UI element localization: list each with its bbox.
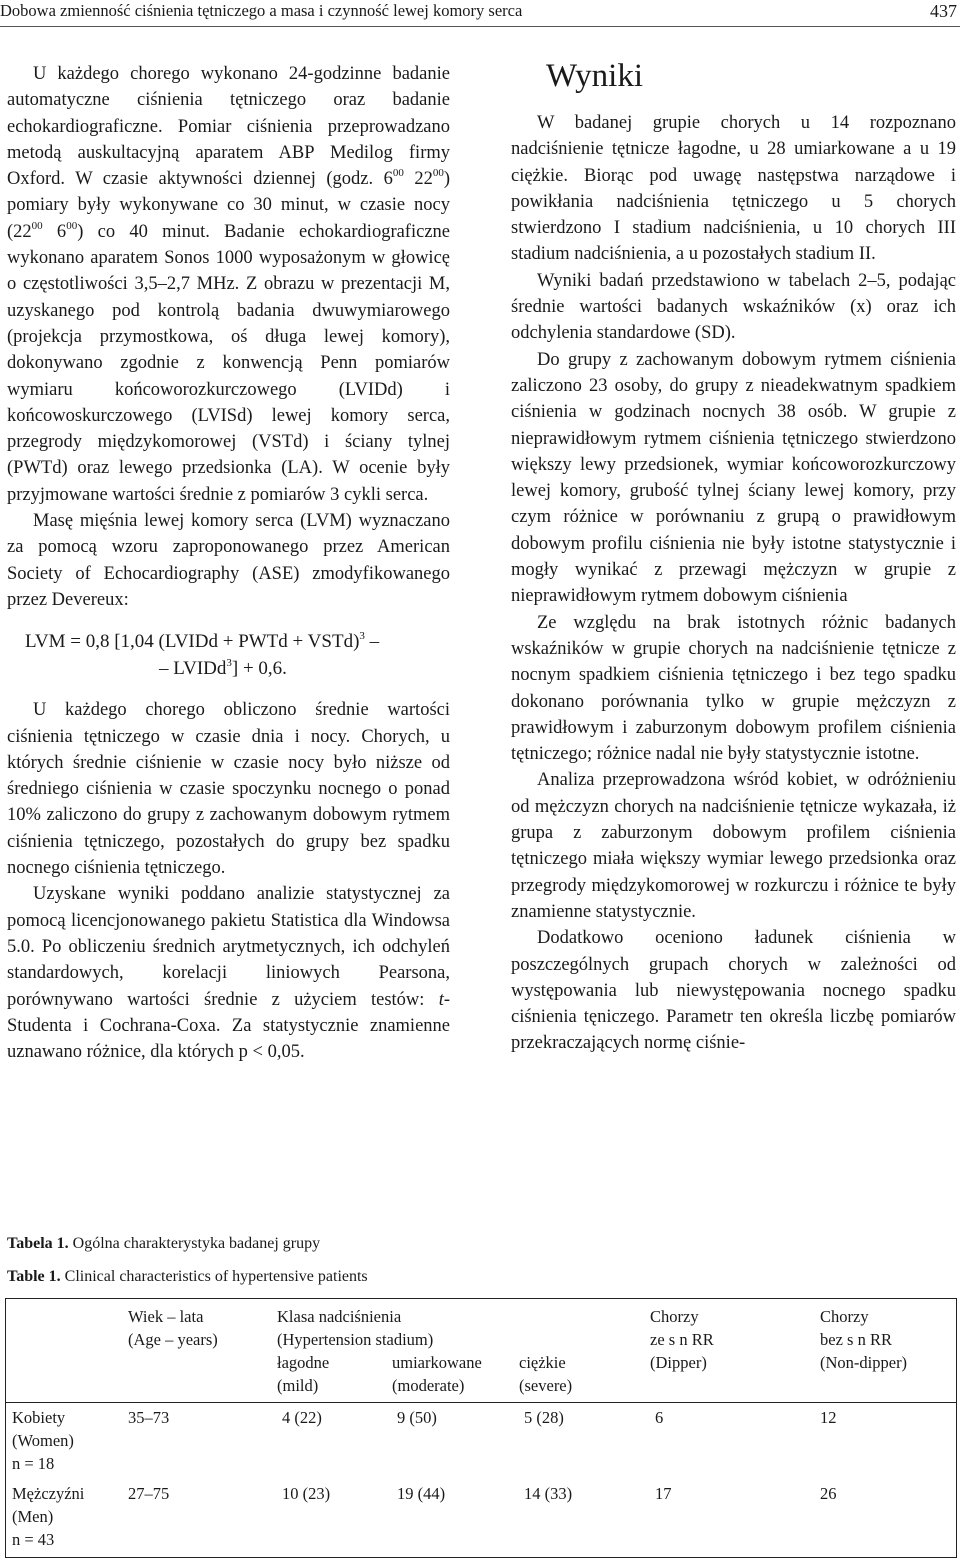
methods-paragraph-3: U każdego chorego obliczono średnie wartości ciśnienia tętniczego w czasie dnia i nocy. Chorych, u których średnie ciśnienie w czasie nocy było niższe od średniego ciśnienia w czasie spoczynku nocnego o ponad 10% zaliczono do grupy z zachowanym dobowym rytmem ciśnienia tętniczego, pozostałych do grupy bez spadku nocnego ciśnienia tętniczego. bbox=[7, 700, 450, 879]
header-hypertension-class: Klasa nadciśnienia (Hypertension stadium) bbox=[277, 1307, 434, 1349]
header-dipper: Chorzy ze s n RR (Dipper) bbox=[650, 1307, 714, 1372]
cell-women-non-dipper: 12 bbox=[820, 1408, 837, 1427]
cell-women-age: 35–73 bbox=[128, 1408, 170, 1427]
left-column bbox=[7, 61, 450, 1065]
table-caption-english: Table 1. Clinical characteristics of hypertensive patients bbox=[7, 1268, 368, 1285]
methods-paragraph-1: U każdego chorego wykonano 24-godzinne badanie automatyczne ciśnienia tętniczego oraz badanie echokardiograficzne. Pomiar ciśnienia przeprowadzano metodą auskultacyjną aparatem ABP Medilog firmy Oxford. W czasie aktywności dziennej (godz. $6^{00}$ $22^{00}$) pomiary były wykonywane co 30 minut, w czasie nocy ($22^{00}$ $6^{00}$) co 40 minut. Badanie echokardiograficzne wykonano aparatem Sonos 1000 wyposażonym w głowicę o częstotliwości 3,5–2,7 MHz. Z obrazu w prezentacji M, uzyskanego pod kontrolą badania dwuwymiarowego (projekcja przymostkowa, oś długa lewej komory), dokonywano zgodnie z konwencją Penn pomiarów wymiaru końcoworozkurczowego (LVIDd) i końcowoskurczowego (LVISd) lewej komory serca, przegrody międzykomorowej (VSTd) i ściany tylnej (PWTd) oraz lewego przedsionka (LA). W ocenie były przyjmowane wartości średnie z pomiarów 3 cykli serca. bbox=[7, 64, 450, 505]
cell-men-mild: 10 (23) bbox=[282, 1484, 331, 1503]
header-age: Wiek – lata (Age – years) bbox=[128, 1307, 218, 1349]
running-header bbox=[0, 0, 960, 27]
cell-men-age: 27–75 bbox=[128, 1484, 170, 1503]
header-non-dipper: Chorzy bez s n RR (Non-dipper) bbox=[820, 1307, 908, 1372]
cell-men-severe: 14 (33) bbox=[524, 1484, 573, 1503]
header-moderate: umiarkowane (moderate) bbox=[392, 1353, 482, 1395]
cell-men-dipper: 17 bbox=[655, 1484, 672, 1503]
lvm-formula: LVM = 0,8 [1,04 (LVIDd + PWTd + VSTd)$^3$ – – LVIDd$^3$] + 0,6. bbox=[25, 629, 380, 680]
table-caption-polish: Tabela 1. Ogólna charakterystyka badanej grupy bbox=[7, 1235, 321, 1252]
row-label-women: Kobiety (Women) n = 18 bbox=[12, 1408, 74, 1473]
row-label-men: Mężczyźni (Men) n = 43 bbox=[12, 1484, 85, 1549]
cell-women-mild: 4 (22) bbox=[282, 1408, 322, 1427]
results-paragraph-2: Wyniki badań przedstawiono w tabelach 2–5, podając średnie wartości badanych wskaźników (x) oraz ich odchylenia standardowe (SD). bbox=[511, 270, 956, 344]
results-paragraph-5: Analiza przeprowadzona wśród kobiet, w odróżnieniu od mężczyzn chorych na nadciśnienie tętnicze wykazała, iż grupa z zaburzonym dobowym profilem ciśnienia tętniczego miała większy wymiar lewego przedsionka oraz przegrody międzykomorowej w rozkurczu i różnice te były znamienne statystycznie. bbox=[511, 770, 956, 922]
results-paragraph-1: W badanej grupie chorych u 14 rozpoznano nadciśnienie tętnicze łagodne, u 28 umiarkowane a u 19 ciężkie. Biorąc pod uwagę następstwa narządowe i powikłania nadciśnienia tętniczego u 5 chorych stwierdzono I stadium nadciśnienia, u 10 chorych III stadium nadciśnienia, a u pozostałych stadium II. bbox=[511, 113, 956, 265]
results-paragraph-6: Dodatkowo oceniono ładunek ciśnienia w poszczególnych grupach chorych w zależności od występowania lub niewystępowania nocnego spadku ciśnienia tęniczego. Parametr ten określa liczbę pomiarów przekraczających normę ciśnie- bbox=[511, 928, 956, 1054]
section-heading-results: Wyniki bbox=[546, 58, 644, 94]
cell-women-severe: 5 (28) bbox=[524, 1408, 564, 1427]
methods-paragraph-2: Masę mięśnia lewej komory serca (LVM) wyznaczano za pomocą wzoru zaproponowanego przez American Society of Echocardiography (ASE) zmodyfikowanego przez Devereux: bbox=[7, 511, 450, 610]
page-number: 437 bbox=[930, 1, 957, 21]
cell-women-dipper: 6 bbox=[655, 1408, 664, 1427]
methods-paragraph-4: Uzyskane wyniki poddano analizie statystycznej za pomocą licencjonowanego pakietu Statistica dla Windowsa 5.0. Po obliczeniu średnich arytmetycznych, ich odchyleń standardowych, korelacji liniowych Pearsona, porównywano wartości średnie z użyciem testów: t-Studenta i Cochrana-Coxa. Za statystycznie znamienne uznawano różnice, dla których p < 0,05. bbox=[7, 884, 450, 1063]
table-header-divider bbox=[6, 1402, 956, 1403]
characteristics-table bbox=[5, 1298, 957, 1558]
running-title: Dobowa zmienność ciśnienia tętniczego a masa i czynność lewej komory serca bbox=[0, 1, 523, 20]
cell-men-non-dipper: 26 bbox=[820, 1484, 837, 1503]
header-severe: ciężkie (severe) bbox=[519, 1353, 573, 1395]
cell-women-moderate: 9 (50) bbox=[397, 1408, 437, 1427]
results-paragraph-3: Do grupy z zachowanym dobowym rytmem ciśnienia zaliczono 23 osoby, do grupy z nieadekwatnym spadkiem ciśnienia w godzinach nocnych 38 osób. W grupie z nieprawidłowym rytmem ciśnienia tętniczego stwierdzono większy lewy przedsionek, wymiar końcoworozkurczowy lewej komory, grubość tylnej ściany lewej komory, przy czym różnice w porównaniu z grupą o prawidłowym dobowym profilu ciśnienia nie były istotne statystycznie i mogły wynikać z przewagi mężczyzn w grupie z nieprawidłowym rytmem dobowym ciśnienia bbox=[511, 349, 956, 607]
header-mild: łagodne (mild) bbox=[277, 1353, 330, 1395]
right-column bbox=[511, 59, 956, 1057]
cell-men-moderate: 19 (44) bbox=[397, 1484, 446, 1503]
results-paragraph-4: Ze względu na brak istotnych różnic badanych wskaźników w grupie chorych na nadciśnienie tętnicze z nocnym spadkiem ciśnienia tętniczego i bez tego spadku dokonano porównania tylko w grupie mężczyzn z prawidłowym i zaburzonym dobowym profilem ciśnienia tętniczego; różnice nadal nie były statystycznie istotne. bbox=[511, 612, 956, 765]
